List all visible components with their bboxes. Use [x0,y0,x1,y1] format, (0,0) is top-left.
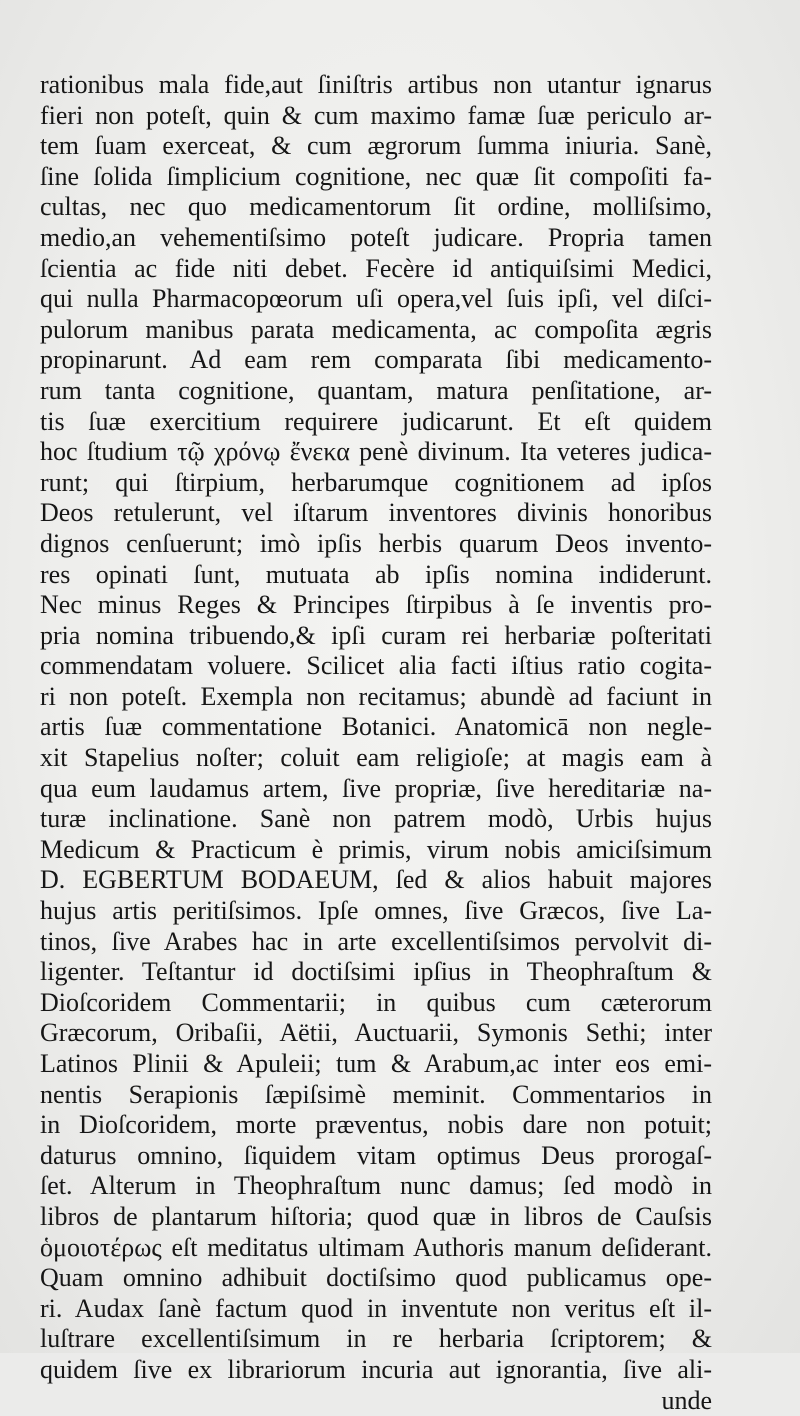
text-line: runt; qui ſtirpium, herbarumque cognitionem ad ipſos [40,467,712,497]
text-line: qui nulla Pharmacopœorum uſi opera,vel ſuis ipſi, vel diſci- [40,284,712,314]
text-line: tem ſuam exerceat, & cum ægrorum ſumma iniuria. Sanè, [40,131,712,161]
text-line: medio,an vehementiſsimo poteſt judicare. Propria tamen [40,222,712,252]
text-line: fieri non poteſt, quin & cum maximo famæ ſuæ periculo ar- [40,100,712,130]
text-line: hoc ſtudium τῷ χρόνῳ ἔνεκα penè divinum. Ita veteres judica- [40,437,712,467]
text-line: ſcientia ac fide niti debet. Fecère id antiquiſsimi Medici, [40,253,712,283]
text-line: Quam omnino adhibuit doctiſsimo quod publicamus ope- [40,1263,712,1293]
catchword: unde [661,1385,712,1415]
text-line: in Dioſcoridem, morte præventus, nobis dare non potuit; [40,1110,712,1140]
text-line: ὁμοιοτέρως eſt meditatus ultimam Authoris manum deſiderant. [40,1232,712,1262]
text-line: tis ſuæ exercitium requirere judicarunt. Et eſt quidem [40,406,712,436]
text-line: artis ſuæ commentatione Botanici. Anatomicā non negle- [40,712,712,742]
text-line: ligenter. Teſtantur id doctiſsimi ipſius in Theophraſtum & [40,957,712,987]
text-line: Latinos Plinii & Apuleii; tum & Arabum,ac inter eos emi- [40,1049,712,1078]
text-line: luſtrare excellentiſsimum in re herbaria ſcriptorem; & [40,1324,712,1354]
text-line: rationibus mala fide,aut ſiniſtris artibus non utantur ignarus [40,70,712,99]
text-line: dignos cenſuerunt; imò ipſis herbis quarum Deos invento- [40,528,712,558]
text-line: pria nomina tribuendo,& ipſi curam rei herbariæ poſteritati [40,620,712,650]
text-line: ri. Audax ſanè factum quod in inventute non veritus eſt il- [40,1293,712,1323]
text-line: Dioſcoridem Commentarii; in quibus cum cæterorum [40,987,712,1017]
text-line: cultas, nec quo medicamentorum ſit ordine, molliſsimo, [40,192,712,222]
text-line: Græcorum, Oribaſii, Aëtii, Auctuarii, Symonis Sethi; inter [40,1018,712,1048]
text-line: Nec minus Reges & Principes ſtirpibus à ſe inventis pro- [40,590,712,620]
text-line: ſet. Alterum in Theophraſtum nunc damus; ſed modò in [40,1171,712,1201]
text-line: Deos retulerunt, vel iſtarum inventores divinis honoribus [40,498,712,528]
text-line: daturus omnino, ſiquidem vitam optimus Deus prorogaſ- [40,1140,712,1170]
text-line: ri non poteſt. Exempla non recitamus; abundè ad faciunt in [40,681,712,711]
text-line: hujus artis peritiſsimos. Ipſe omnes, ſive Græcos, ſive La- [40,896,712,926]
text-line: xit Stapelius noſter; coluit eam religioſe; at magis eam à [40,743,712,773]
text-line: res opinati ſunt, mutuata ab ipſis nomina indiderunt. [40,559,712,589]
text-line: commendatam voluere. Scilicet alia facti iſtius ratio cogita- [40,651,712,681]
text-line: ſine ſolida ſimplicium cognitione, nec quæ ſit compoſiti fa- [40,161,712,191]
text-line: libros de plantarum hiſtoria; quod quæ in libros de Cauſsis [40,1201,712,1231]
text-line: pulorum manibus parata medicamenta, ac compoſita ægris [40,314,712,344]
text-line: tinos, ſive Arabes hac in arte excellentiſsimos pervolvit di- [40,926,712,956]
text-line: nentis Serapionis ſæpiſsimè meminit. Commentarios in [40,1079,712,1109]
text-line: turæ inclinatione. Sanè non patrem modò, Urbis hujus [40,804,712,834]
text-line: rum tanta cognitione, quantam, matura penſitatione, ar- [40,375,712,405]
text-line: propinarunt. Ad eam rem comparata ſibi medicamento- [40,345,712,375]
text-line: Medicum & Practicum è primis, virum nobis amiciſsimum [40,834,712,864]
text-line: D. EGBERTUM BODAEUM, ſed & alios habuit majores [40,865,712,895]
text-line: quidem ſive ex librariorum incuria aut ignorantia, ſive ali- [40,1354,712,1384]
text-line: qua eum laudamus artem, ſive propriæ, ſive hereditariæ na- [40,773,712,803]
body-text [40,70,712,1416]
